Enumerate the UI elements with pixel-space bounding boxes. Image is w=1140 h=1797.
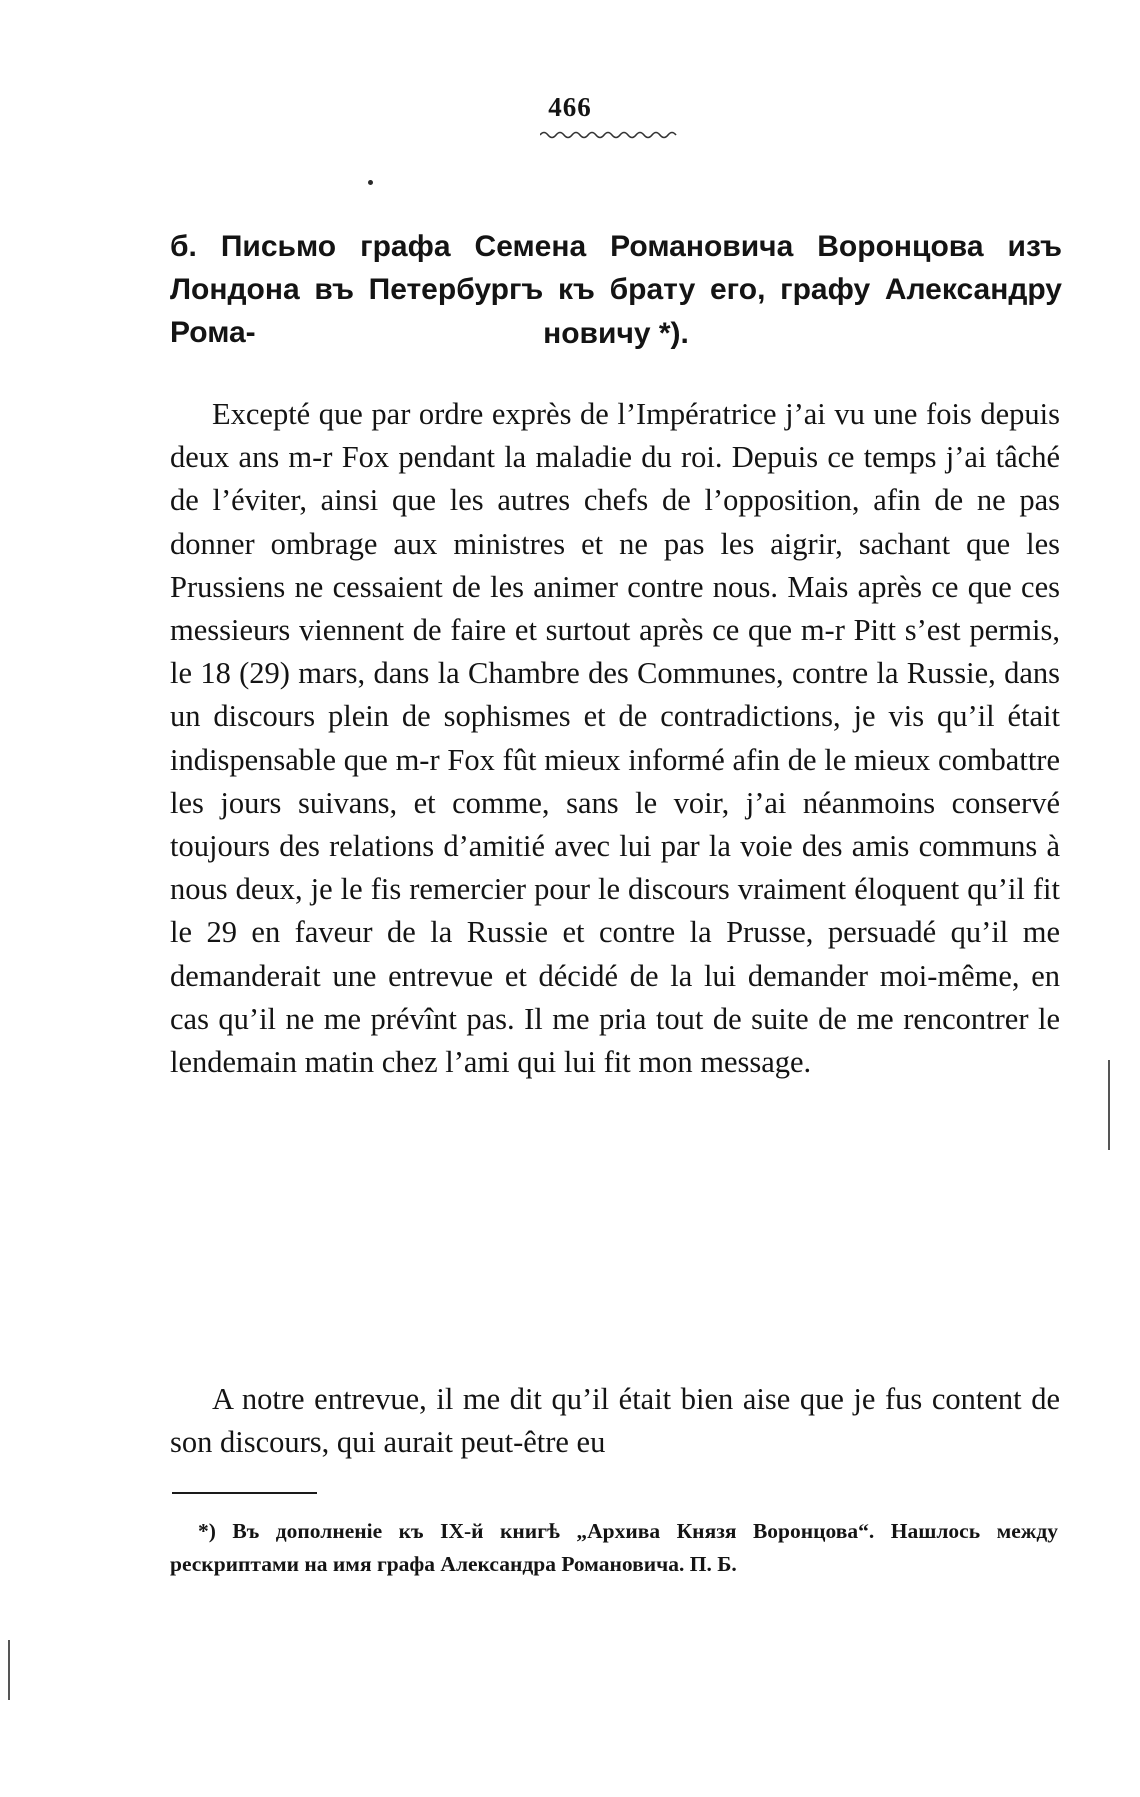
- heading-last-line: новичу *).: [543, 317, 689, 350]
- wavy-ornament: [540, 127, 680, 141]
- speck-left: [368, 180, 373, 185]
- heading-text: б. Письмо графа Семена Романовича Воронцова изъ Лондона въ Петербургъ къ брату его, графу Александру Рома-: [170, 230, 1062, 349]
- edge-mark-right: [1108, 1060, 1110, 1150]
- paragraph-2: A notre entrevue, il me dit qu’il était bien aise que je fus content de son discours, qui aurait peut-être eu: [170, 1382, 1060, 1460]
- footnote-rule: [172, 1492, 317, 1494]
- edge-mark-left: [8, 1640, 10, 1700]
- page-number: 466: [548, 92, 592, 122]
- footnote: *) Въ дополненіе къ IX-й книгѣ „Архива Князя Воронцова“. Нашлось между рескриптами на имя графа Александра Романовича. П. Б.: [170, 1519, 1058, 1576]
- paragraph-1: Excepté que par ordre exprès de l’Impératrice j’ai vu une fois depuis deux ans m-r Fox pendant la maladie du roi. Depuis ce temps j’ai tâché de l’éviter, ainsi que les autres chefs de l’opposition, afin de ne pas donner ombrage aux ministres et ne pas les aigrir, sachant que les Prussiens ne cessaient de les animer contre nous. Mais après ce que ces messieurs viennent de faire et surtout après ce que m-r Pitt s’est permis, le 18 (29) mars, dans la Chambre des Communes, contre la Russie, dans un discours plein de sophismes et de contradictions, je vis qu’il était indispensable que m-r Fox fût mieux informé afin de le mieux combattre les jours suivans, et comme, sans le voir, j’ai néanmoins conservé toujours des relations d’amitié avec lui par la voie des amis communs à nous deux, je le fis remercier pour le discours vraiment éloquent qu’il fit le 29 en faveur de la Russie et contre la Prusse, persuadé qu’il me demanderait une entrevue et décidé de la lui demander moi-même, en cas qu’il ne me prévînt pas. Il me pria tout de suite de me rencontrer le lendemain matin chez l’ami qui lui fit mon message.: [170, 397, 1060, 1080]
